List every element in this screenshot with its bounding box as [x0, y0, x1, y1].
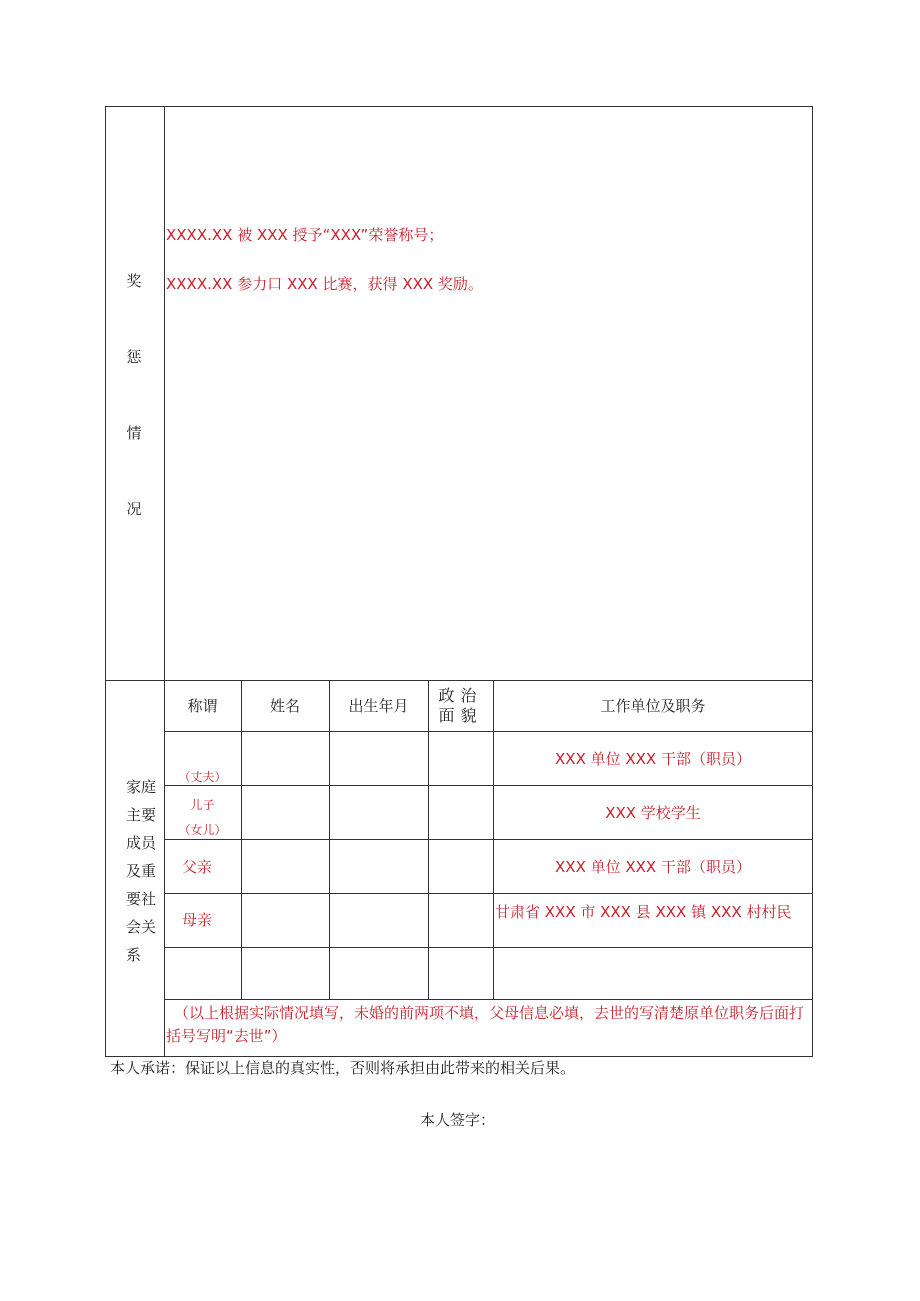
col-divider-political	[493, 680, 494, 1000]
relation-cell: （女儿）	[178, 823, 227, 837]
relation-cell: 父亲	[182, 858, 213, 876]
family-note: （以上根据实际情况填写，未婚的前两项不填，父母信息必填，去世的写清楚原单位职务后面打括号写明“去世”）	[166, 1004, 805, 1045]
family-label-line: 系	[126, 946, 142, 964]
signature-label: 本人签字：	[420, 1111, 496, 1129]
work-cell: 甘肃省 XXX 市 XXX 县 XXX 镇 XXX 村村民	[495, 903, 792, 921]
relation-cell: 母亲	[182, 911, 213, 929]
relation-cell: （丈夫）	[178, 770, 227, 784]
reward-item: XXXX.XX 参力口 XXX 比赛，获得 XXX 奖励。	[166, 275, 483, 293]
reward-item: XXXX.XX 被 XXX 授予“XXX”荣誉称号；	[166, 226, 444, 244]
family-label-line: 要社	[126, 890, 157, 908]
rewards-label-char: 况	[126, 500, 142, 518]
family-label-line: 家庭	[126, 778, 157, 796]
row-divider-4	[164, 947, 813, 948]
row-divider-header	[164, 731, 813, 732]
header-political: 政治	[438, 686, 483, 705]
work-cell: XXX 单位 XXX 干部（职员）	[555, 750, 751, 768]
label-column-divider	[164, 106, 165, 1057]
family-label-line: 会关	[126, 918, 157, 936]
row-divider-3	[164, 893, 813, 894]
header-work: 工作单位及职务	[600, 697, 706, 715]
row-divider-1	[164, 785, 813, 786]
work-cell: XXX 学校学生	[605, 804, 701, 822]
col-divider-birth	[428, 680, 429, 1000]
col-divider-name	[329, 680, 330, 1000]
rewards-label-char: 惩	[126, 348, 142, 366]
work-cell: XXX 单位 XXX 干部（职员）	[555, 858, 751, 876]
family-label-line: 及重	[126, 862, 157, 880]
family-label-line: 主要	[126, 806, 157, 824]
section-divider	[105, 680, 813, 681]
col-divider-relation	[241, 680, 242, 1000]
header-birth: 出生年月	[348, 697, 409, 715]
header-relation: 称谓	[187, 697, 218, 715]
relation-cell: 儿子	[190, 798, 215, 812]
header-name: 姓名	[269, 697, 300, 715]
rewards-label-char: 奖	[126, 272, 142, 290]
row-divider-2	[164, 839, 813, 840]
family-label-line: 成员	[126, 834, 157, 852]
row-divider-5	[164, 999, 813, 1000]
header-political: 面貌	[438, 706, 483, 725]
pledge-text: 本人承诺：保证以上信息的真实性，否则将承担由此带来的相关后果。	[110, 1059, 576, 1077]
rewards-label-char: 情	[126, 424, 142, 442]
